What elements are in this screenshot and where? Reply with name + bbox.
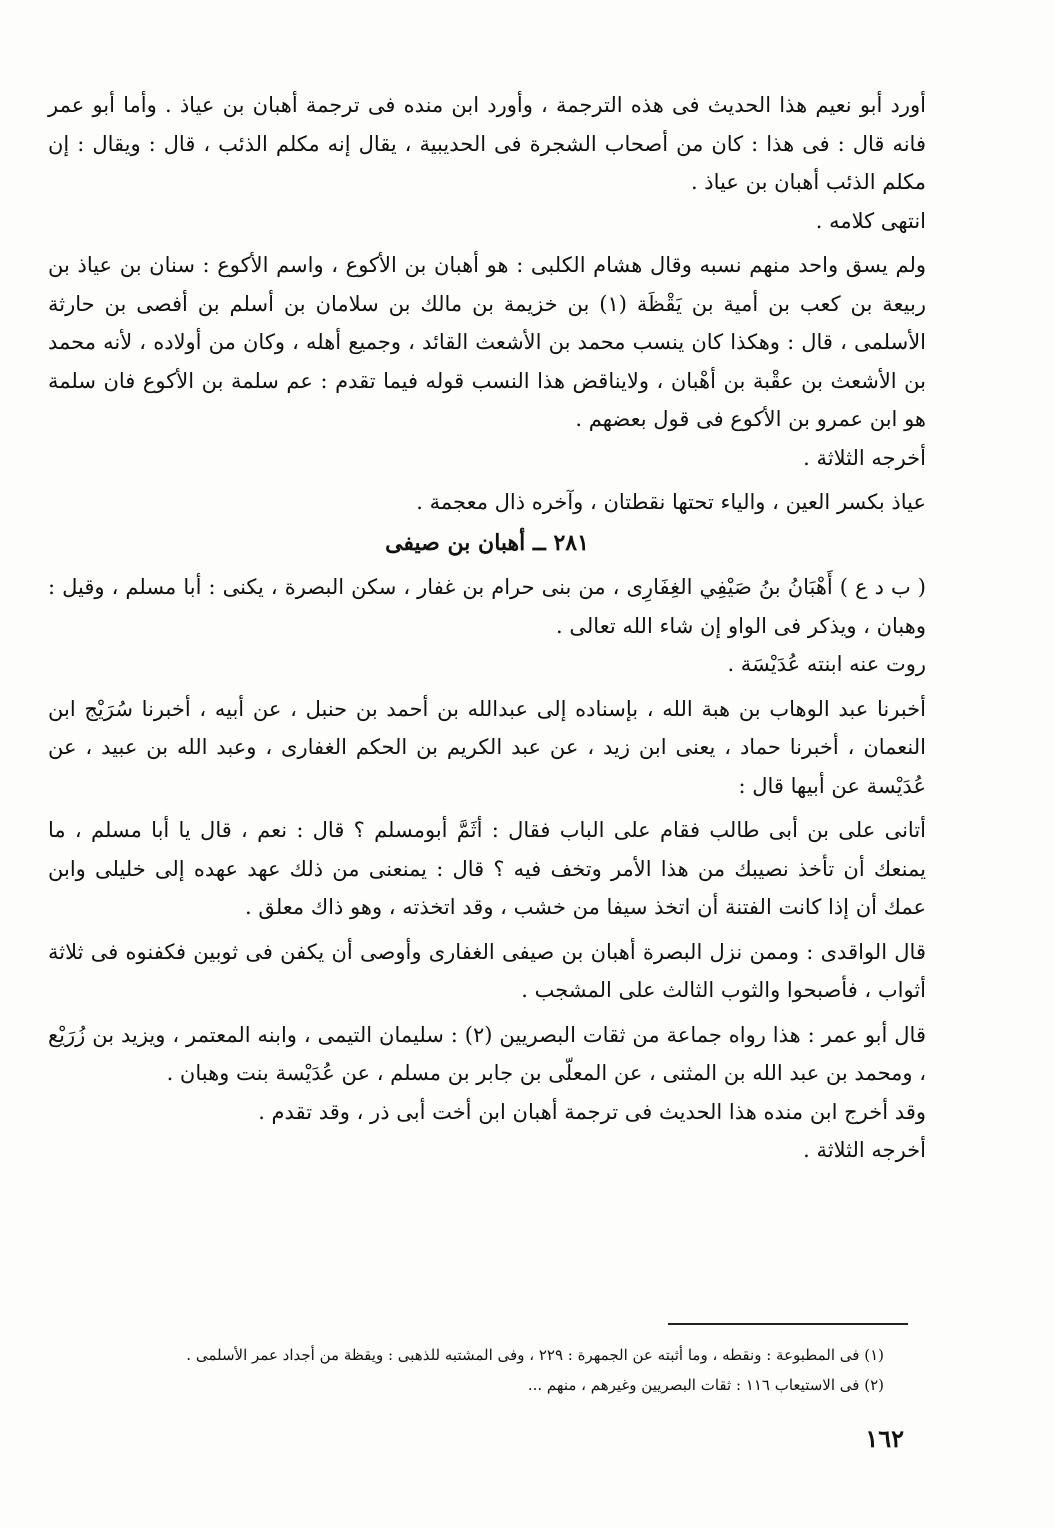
footnote-divider (668, 1323, 908, 1325)
paragraph-lineage: ولم يسق واحد منهم نسبه وقال هشام الكلبى : هو أهبان بن الأكوع ، واسم الأكوع : سنان بن عياذ بن ربيعة بن كعب بن أمية بن يَقْظَة (١) بن خزيمة بن مالك بن سلامان بن أسلم بن أفصى بن حارثة الأسلمى ، قال : وهكذا كان ينسب محمد بن الأشعث القائد ، وجميع أهله ، وكان من أولاده ، لأنه محمد بن الأشعث بن عقْبة بن أهْبان ، ولايناقض هذا النسب قوله فيما تقدم : عم سلمة بن الأكوع فان سلمة هو ابن عمرو بن الأكوع فى قول بعضهم . (48, 253, 926, 431)
paragraph-narrator: روت عنه ابنته عُدَيْسَة . (727, 652, 926, 676)
paragraph-sources: أخرجه الثلاثة . (803, 445, 926, 470)
main-text (48, 86, 926, 1170)
paragraph-end-of-quote: انتهى كلامه . (815, 208, 926, 233)
paragraph-previous-entry: أورد أبو نعيم هذا الحديث فى هذه الترجمة ، وأورد ابن منده فى ترجمة أهبان بن عياذ . وأما أبو عمر فانه قال : فى هذا : كان من أصحاب الشجرة فى الحديبية ، يقال إنه مكلم الذئب ، قال : ويقال : إن مكلم الذئب أهبان بن عياذ . (48, 93, 926, 194)
footnote-2: (٢) فى الاستيعاب ١١٦ : ثقات البصريين وغيرهم ، منهم ... (527, 1376, 884, 1394)
paragraph-abu-umar: قال أبو عمر : هذا رواه جماعة من ثقات البصريين (٢) : سليمان التيمى ، وابنه المعتمر ، ويزيد بن زُرَيْع ، ومحمد بن عبد الله بن المثنى ، عن المعلّى بن جابر بن مسلم ، عن عُدَيْسة بنت وهبان . (48, 1022, 926, 1085)
paragraph-sources-2: أخرجه الثلاثة . (803, 1138, 926, 1162)
paragraph-spelling-note: عياذ بكسر العين ، والياء تحتها نقطتان ، وآخره ذال معجمة . (416, 490, 926, 514)
page-number: ١٦٢ (865, 1424, 904, 1453)
paragraph-entry-intro: ( ب د ع ) أَهْبَانُ بنُ صَيْفِي الغِفَارِى ، من بنى حرام بن غفار ، سكن البصرة ، يكنى : أبا مسلم ، وقيل : وهبان ، ويذكر فى الواو إن شاء الله تعالى . (48, 575, 926, 638)
paragraph-isnad: أخبرنا عبد الوهاب بن هبة الله ، بإسناده إلى عبدالله بن أحمد بن حنبل ، عن أبيه ، أخبرنا سُرَيْج ابن النعمان ، أخبرنا حماد ، يعنى ابن زيد ، عن عبد الكريم بن الحكم الغفارى ، وعبد الله بن عبيد ، عن عُدَيْسة عن أبيها قال : (48, 696, 926, 798)
paragraph-waqidi: قال الواقدى : وممن نزل البصرة أهبان بن صيفى الغفارى وأوصى أن يكفن فى ثوبين فكفنوه فى ثلاثة أثواب ، فأصبحوا والثوب الثالث على المشجب . (48, 939, 926, 1002)
footnote-1: (١) فى المطبوعة : ونقطه ، وما أثبته عن الجمهرة : ٢٢٩ ، وفى المشتبه للذهبى : ويقظة من أجداد عمر الأسلمى . (186, 1346, 884, 1364)
paragraph-hadith: أتانى على بن أبى طالب فقام على الباب فقال : أثَمَّ أبومسلم ؟ قال : نعم ، قال يا أبا مسلم ، ما يمنعك أن تأخذ نصيبك من هذا الأمر وتخف فيه ؟ قال : يمنعنى من ذلك عهد عهده إلى خليلى وابن عمك أن إذا كانت الفتنة أن اتخذ سيفا من خشب ، وقد اتخذته ، وهو ذاك معلق . (48, 818, 926, 919)
footnotes (54, 1340, 884, 1400)
entry-heading: ٢٨١ ــ أهبان بن صيفى (385, 529, 589, 556)
paragraph-ibn-mandah: وقد أخرج ابن منده هذا الحديث فى ترجمة أهبان ابن أخت أبى ذر ، وقد تقدم . (258, 1099, 926, 1124)
